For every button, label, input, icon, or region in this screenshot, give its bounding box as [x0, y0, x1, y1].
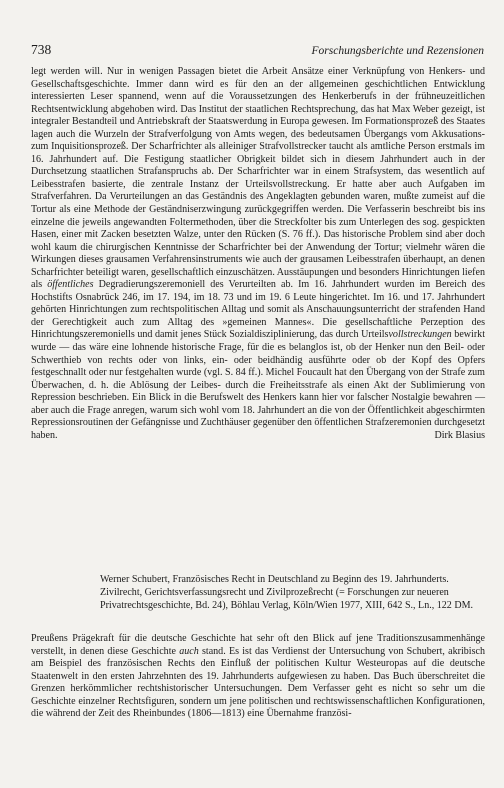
emphasis-text: vollstreckungen: [388, 329, 452, 341]
review-text: stand. Es ist das Verdienst der Untersuchung von Schubert, akribisch am Beispiel des französischen Rechts den Einfluß der politischen Kultur Westeuropas auf die deutsche Staatenwelt in den ersten Jahrzehnten des 19. Jahrhunderts aufgewiesen zu haben. Das Buch überschreitet die Grenzen herkömmlicher rechtshistorischer Untersuchungen. Dem Verfasser geht es nicht so sehr um die Geschichte einzelner Rechtsfiguren, sondern um jene politischen und rechtswissenschaftlichen Konfigurationen, die während der Zeit des Rheinbundes (1806—1813) eine Übernahme französi-: [31, 645, 485, 720]
review-text: legt werden will. Nur in wenigen Passagen bietet die Arbeit Ansätze einer Verknüpfung von Henkers- und Gesellschaftsgeschichte. Immer dann wird es für den an der allgemeinen geschichtlichen Entwicklung interessierten Leser spannend, wenn auf die Voraussetzungen des Henkerberufs in der frühneuzeitlichen Rechtsentwicklung abgehoben wird. Das Institut der staatlichen Rechtsprechung, das hat Max Weber gezeigt, ist integraler Bestandteil und Antriebskraft der Staatswerdung in Europa gewesen. Im Formationsprozeß des Staates lagen auch die Wurzeln der Strafverfolgung von Amts wegen, des bedeutsamen Übergangs vom Akkusations- zum Inquisitionsprozeß. Der Scharfrichter als alleiniger Strafvollstrecker taucht als amtliche Person erstmals im 16. Jahrhundert auf. Die Festigung staatlicher Obrigkeit bildet sich in diesem Jahrhundert auch in der Durchsetzung staatlichen Strafanspruchs ab. Der Scharfrichter war in einem Strafsystem, das wesentlich auf Leibesstrafen basierte, die zentrale Instanz der Urteilsvollstreckung. Er hatte aber auch Aufgaben im Strafverfahren. Da Verurteilungen an das Geständnis des Angeklagten gebunden waren, mußte zumeist auf die Tortur als eine Methode der Geständniserzwingung zurückgegriffen werden. Die Verfasserin beschreibt bis ins einzelne die jeweils angewandten Foltermethoden, über die Streckfolter bis zum Unterlegen des sog. gespickten Hasen, einer mit Zacken besetzten Walze, unter den Rücken (S. 76 ff.). Das historische Problem sind aber doch wohl kaum die chirurgischen Kenntnisse der Scharfrichter bei der Anwendung der Tortur; vielmehr wären die Wirkungen dieses grausamen Verfahrensinstruments wie auch der grausamen Leibesstrafen überhaupt, an denen Scharfrichter beteiligt waren, gesellschaftlich einzuschätzen. Ausstäupungen und besonders Hinrichtungen liefen als: [31, 66, 485, 291]
page-header: [31, 42, 484, 58]
emphasis-text: öffentliches: [47, 279, 94, 291]
review-text: Preußens Prägekraft für die deutsche Geschichte hat sehr oft den Blick auf jene Traditionszusammenhänge verstellt, in denen diese Geschichte: [31, 633, 485, 657]
book-citation: Werner Schubert, Französisches Recht in Deutschland zu Beginn des 19. Jahrhunderts. Zivilrecht, Gerichtsverfassungsrecht und Zivilprozeßrecht (= Forschungen zur neueren Privatrechtsgeschichte, Bd. 24), Böhlau Verlag, Köln/Wien 1977, XIII, 642 S., Ln., 122 DM.: [100, 574, 474, 612]
review-paragraph: [31, 66, 485, 442]
page-number: 738: [31, 42, 52, 57]
review-text: bewirkt wurde — das wäre eine lohnende historische Frage, für die es belanglos ist, ob der Henker nun den Beil- oder Schwerthieb von rechts oder von links, ein- oder beidhändig ausführte oder ob der Kopf des Opfers festgeschnallt oder nur festgehalten wurde (vgl. S. 84 ff.). Michel Foucault hat den Übergang von der Strafe zum Überwachen, d. h. die Ablösung der Leibes- durch die Freiheitsstrafe als einen Akt der Sublimierung von Repression beschrieben. Ein Blick in die Berufswelt des Henkers kann hier vor falscher Nostalgie bewahren — aber auch die Frage anregen, warum sich wohl vom 18. Jahrhundert an die von der Öffentlichkeit abgeschirmten Repressionsroutinen der Gefängnisse und Zuchthäuser gegenüber den öffentlichen Strafzeremonien durchgesetzt haben.: [31, 329, 485, 441]
emphasis-text: auch: [179, 645, 199, 657]
review-paragraph: [31, 633, 485, 721]
review-continued: [31, 66, 485, 442]
running-head: Forschungsberichte und Rezensionen: [311, 45, 484, 57]
review-body: [31, 633, 485, 721]
reviewer-signature: Dirk Blasius: [434, 429, 485, 441]
review-text: Degradierungszeremoniell des Verurteilten ab. Im 16. Jahrhundert wurden im Bereich des Hochstifts Osnabrück 246, im 17. 194, im 18. 73 und im 19. 6 Leute hingerichtet. Im 16. und 17. Jahrhundert gehörten Hinrichtungen zum rechtspolitischen Alltag und somit als Anschauungsunterricht der strafenden Hand der Gerechtigkeit auch zum Alltag des »gemeinen Mannes«. Die gesellschaftliche Perzeption des Hinrichtungszeremoniells und damit jenes Stück Sozialdisziplinierung, das durch Urteils: [31, 279, 485, 341]
